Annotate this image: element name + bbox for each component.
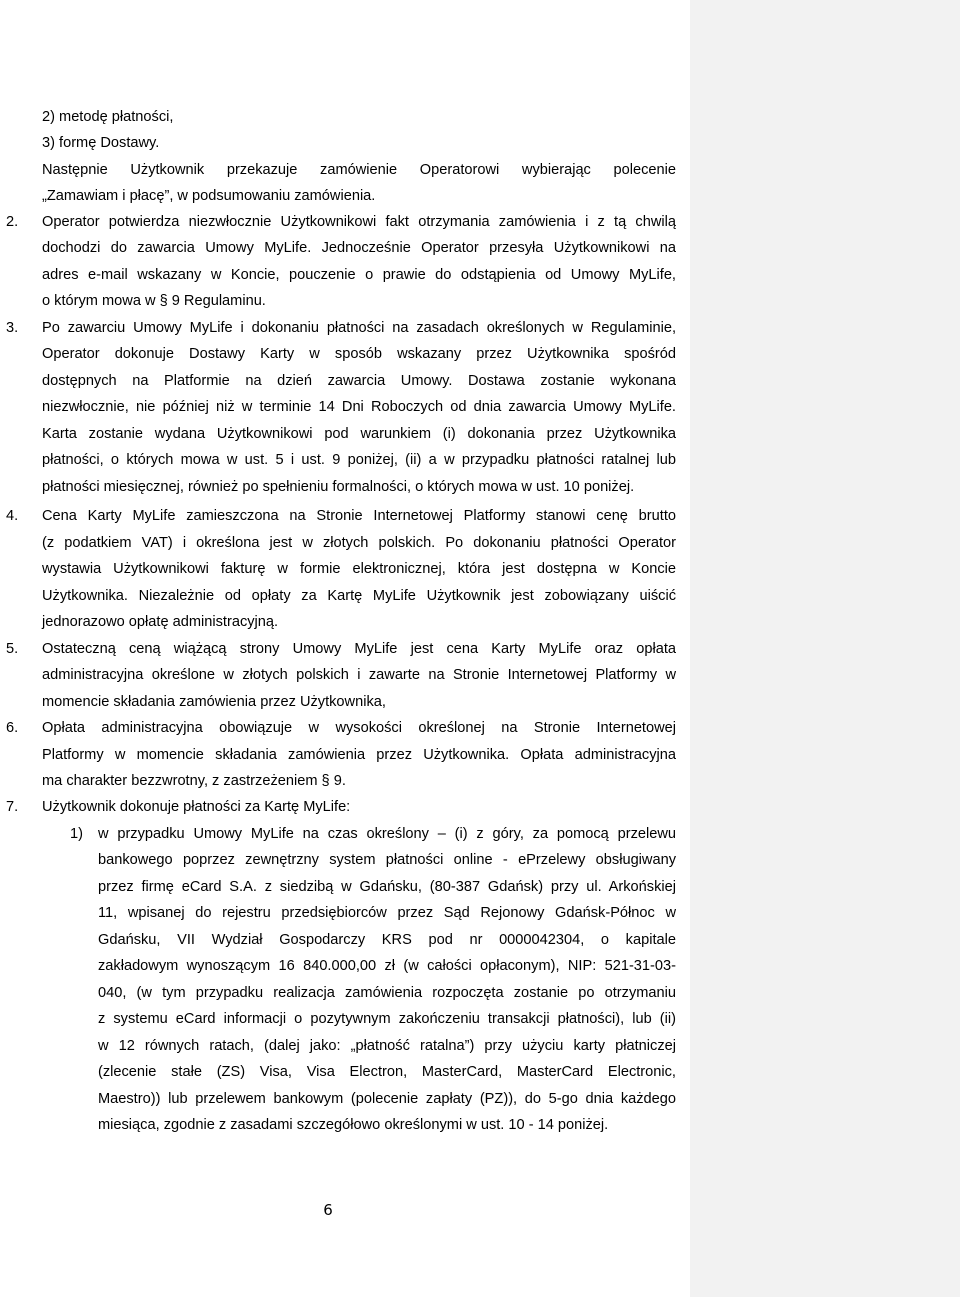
paragraph-line: Platformy w momencie składania zamówienia przez Użytkownika. Opłata administracyjna bbox=[42, 747, 676, 763]
paragraph-line: bankowego poprzez zewnętrzny system płatności online - ePrzelewy obsługiwany bbox=[98, 852, 676, 868]
paragraph-line: Opłata administracyjna obowiązuje w wysokości określonej na Stronie Internetowej bbox=[42, 720, 676, 736]
paragraph-line: o którym mowa w § 9 Regulaminu. bbox=[42, 293, 266, 309]
paragraph-line: Karta zostanie wydana Użytkownikowi pod warunkiem (i) dokonania przez Użytkownika bbox=[42, 426, 676, 442]
paragraph-line: Użytkownika. Niezależnie od opłaty za Kartę MyLife Użytkownik jest zobowiązany uiścić bbox=[42, 588, 676, 604]
item-number: 7. bbox=[6, 799, 19, 815]
paragraph-line: Maestro)) lub przelewem bankowym (polecenie zapłaty (PZ)), do 5-go dnia każdego bbox=[98, 1091, 676, 1107]
item-number: 4. bbox=[6, 508, 19, 524]
list-item: 3) formę Dostawy. bbox=[42, 135, 160, 151]
paragraph-line: w przypadku Umowy MyLife na czas określony – (i) z góry, za pomocą przelewu bbox=[98, 826, 676, 842]
paragraph-line: płatności, o których mowa w ust. 5 i ust. 9 poniżej, (ii) a w przypadku płatności ratalnej lub bbox=[42, 452, 676, 468]
paragraph-line: jednorazowo opłatę administracyjną. bbox=[42, 614, 279, 630]
paragraph-line: Gdańsku, VII Wydział Gospodarczy KRS pod nr 0000042304, o kapitale bbox=[98, 932, 676, 948]
paragraph-line: wystawia Użytkownikowi fakturę w formie elektronicznej, która jest dostępna w Koncie bbox=[42, 561, 676, 577]
paragraph-line: w 12 równych ratach, (dalej jako: „płatność ratalna”) przy użyciu karty płatniczej bbox=[98, 1038, 676, 1054]
paragraph-line: Następnie Użytkownik przekazuje zamówienie Operatorowi wybierając polecenie bbox=[42, 162, 676, 178]
paragraph-line: ma charakter bezzwrotny, z zastrzeżeniem § 9. bbox=[42, 773, 346, 789]
paragraph-line: Po zawarciu Umowy MyLife i dokonaniu płatności na zasadach określonych w Regulaminie, bbox=[42, 320, 676, 336]
paragraph-line: (zlecenie stałe (ZS) Visa, Visa Electron, MasterCard, MasterCard Electronic, bbox=[98, 1064, 676, 1080]
paragraph-line: 040, (w tym przypadku realizacja zamówienia rozpoczęta zostanie po otrzymaniu bbox=[98, 985, 676, 1001]
paragraph-line: 11, wpisanej do rejestru przedsiębiorców przez Sąd Rejonowy Gdańsk-Północ w bbox=[98, 905, 676, 921]
page-number: 6 bbox=[323, 1201, 333, 1219]
paragraph-line: Użytkownik dokonuje płatności za Kartę MyLife: bbox=[42, 799, 351, 815]
paragraph-line: dochodzi do zawarcia Umowy MyLife. Jednocześnie Operator przesyła Użytkownikowi na bbox=[42, 240, 676, 256]
paragraph-line: „Zamawiam i płacę”, w podsumowaniu zamówienia. bbox=[42, 188, 376, 204]
comments-margin-panel bbox=[690, 0, 960, 1297]
paragraph-line: dostępnych na Platformie na dzień zawarcia Umowy. Dostawa zostanie wykonana bbox=[42, 373, 676, 389]
item-number: 3. bbox=[6, 320, 19, 336]
paragraph-line: Cena Karty MyLife zamieszczona na Stronie Internetowej Platformy stanowi cenę brutto bbox=[42, 508, 676, 524]
list-item: 2) metodę płatności, bbox=[42, 109, 174, 125]
item-number: 2. bbox=[6, 214, 19, 230]
paragraph-line: przez firmę eCard S.A. z siedzibą w Gdańsku, (80-387 Gdańsk) przy ul. Arkońskiej bbox=[98, 879, 676, 895]
paragraph-line: Operator potwierdza niezwłocznie Użytkownikowi fakt otrzymania zamówienia i z tą chwilą bbox=[42, 214, 676, 230]
paragraph-line: Operator dokonuje Dostawy Karty w sposób wskazany przez Użytkownika spośród bbox=[42, 346, 676, 362]
item-number: 5. bbox=[6, 641, 19, 657]
paragraph-line: Ostateczną ceną wiążącą strony Umowy MyLife jest cena Karty MyLife oraz opłata bbox=[42, 641, 676, 657]
paragraph-line: (z podatkiem VAT) i określona jest w złotych polskich. Po dokonaniu płatności Operator bbox=[42, 535, 676, 551]
paragraph-line: administracyjna określone w złotych polskich i zawarte na Stronie Internetowej Platformy w bbox=[42, 667, 676, 683]
item-number: 6. bbox=[6, 720, 19, 736]
paragraph-line: płatności miesięcznej, również po spełnieniu formalności, o których mowa w ust. 10 poniżej. bbox=[42, 479, 635, 495]
sub-item-number: 1) bbox=[70, 826, 83, 842]
paragraph-line: miesiąca, zgodnie z zasadami szczegółowo określonymi w ust. 10 - 14 poniżej. bbox=[98, 1117, 609, 1133]
paragraph-line: adres e-mail wskazany w Koncie, pouczenie o prawie do odstąpienia od Umowy MyLife, bbox=[42, 267, 676, 283]
paragraph-line: momencie składania zamówienia przez Użytkownika, bbox=[42, 694, 386, 710]
paragraph-line: z systemu eCard informacji o pozytywnym zakończeniu transakcji płatności), lub (ii) bbox=[98, 1011, 676, 1027]
paragraph-line: niezwłocznie, nie później niż w terminie 14 Dni Roboczych od dnia zawarcia Umowy MyLife. bbox=[42, 399, 676, 415]
paragraph-line: zakładowym wynoszącym 16 840.000,00 zł (w całości opłaconym), NIP: 521-31-03- bbox=[98, 958, 676, 974]
